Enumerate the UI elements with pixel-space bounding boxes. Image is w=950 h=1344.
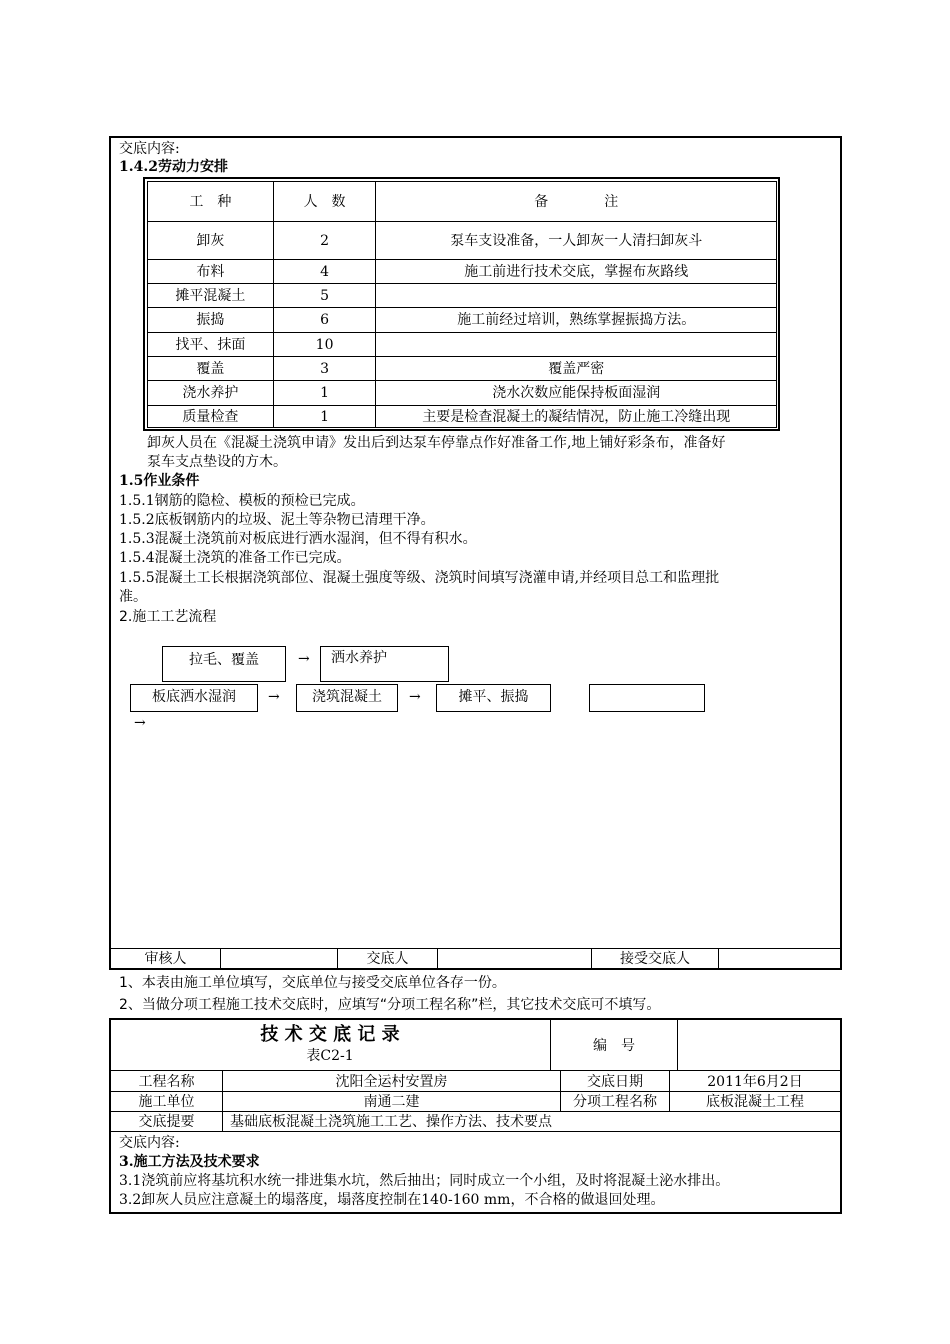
flow-box-roughen-cover	[162, 646, 286, 682]
condition-1-5-3: 1.5.3混凝土浇筑前对板底进行洒水湿润，但不得有积水。	[119, 531, 477, 547]
info-row-border	[109, 1131, 842, 1132]
date-value: 2011年6月2日	[707, 1074, 803, 1090]
item-3-2: 3.2卸灰人员应注意凝土的塌落度，塌落度控制在140-160 mm，不合格的做退回处理。	[119, 1192, 665, 1208]
labor-header-type: 工 种	[148, 182, 274, 222]
reviewer-label: 审核人	[144, 951, 187, 967]
sign-divider	[220, 948, 221, 969]
contractor-label: 施工单位	[138, 1094, 195, 1110]
labor-note: 主要是检查混凝土的凝结情况，防止施工冷缝出现	[376, 406, 777, 428]
footnote-1: 1、本表由施工单位填写，交底单位与接受交底单位各存一份。	[119, 975, 506, 991]
condition-1-5-1: 1.5.1钢筋的隐检、模板的预检已完成。	[119, 493, 365, 509]
labor-count: 1	[273, 381, 376, 406]
labor-type: 振捣	[148, 308, 274, 333]
flow-arrow: →	[134, 715, 146, 731]
labor-note	[376, 284, 777, 308]
sign-divider	[718, 948, 719, 969]
labor-note	[376, 333, 777, 357]
table-row	[148, 222, 777, 260]
flow-arrow: →	[268, 689, 280, 705]
flow-box-water-curing	[320, 646, 449, 682]
labor-note: 覆盖严密	[376, 357, 777, 381]
table-row	[148, 406, 777, 428]
labor-note: 施工前进行技术交底，掌握布灰路线	[376, 260, 777, 284]
summary-label: 交底提要	[138, 1114, 195, 1130]
number-label: 编 号	[593, 1038, 635, 1054]
table-row	[148, 308, 777, 333]
discloser-label: 交底人	[366, 951, 409, 967]
flow-box-base-wetting	[130, 684, 258, 712]
table-row	[148, 357, 777, 381]
page2-header-bottom-border	[109, 1070, 842, 1071]
section-1-4-2-heading: 1.4.2劳动力安排	[119, 159, 228, 175]
date-label: 交底日期	[587, 1074, 643, 1090]
labor-count: 5	[273, 284, 376, 308]
sign-divider	[437, 948, 438, 969]
page2-title: 技 术 交 底 记 录	[260, 1024, 400, 1045]
flow-arrow: →	[409, 689, 421, 705]
table-row	[148, 284, 777, 308]
labor-count: 2	[273, 222, 376, 260]
form-number: 表C2-1	[306, 1048, 354, 1064]
summary-value: 基础底板混凝土浇筑施工工艺、操作方法、技术要点	[230, 1114, 552, 1130]
section-2-heading: 2.施工工艺流程	[119, 609, 217, 625]
labor-type: 质量检查	[148, 406, 274, 428]
flow-box-label: 板底洒水湿润	[152, 689, 236, 705]
flow-box-level-vibrate	[436, 684, 551, 712]
labor-count: 10	[273, 333, 376, 357]
flow-box-pour-concrete	[296, 684, 398, 712]
labor-header-note: 备 注	[376, 182, 777, 222]
table-row	[148, 381, 777, 406]
info-row-border	[109, 1111, 842, 1112]
labor-count: 3	[273, 357, 376, 381]
condition-1-5-5-line2: 准。	[119, 589, 147, 605]
flow-arrow: →	[298, 651, 310, 667]
labor-note: 浇水次数应能保持板面湿润	[376, 381, 777, 406]
page2-header-divider	[677, 1018, 678, 1070]
section-1-5-heading: 1.5作业条件	[119, 473, 200, 489]
footnote-2: 2、当做分项工程施工技术交底时，应填写“分项工程名称”栏，其它技术交底可不填写。	[119, 997, 661, 1013]
labor-type: 摊平混凝土	[148, 284, 274, 308]
project-name-value: 沈阳全运村安置房	[335, 1074, 448, 1090]
condition-1-5-4: 1.5.4混凝土浇筑的准备工作已完成。	[119, 550, 351, 566]
unloader-paragraph-line1: 卸灰人员在《混凝土浇筑申请》发出后到达泵车停靠点作好准备工作,地上铺好彩条布，准备好	[147, 435, 726, 451]
labor-note: 施工前经过培训，熟练掌握振捣方法。	[376, 308, 777, 333]
flow-box-label: 摊平、振捣	[458, 689, 529, 705]
labor-count: 6	[273, 308, 376, 333]
flow-box-label: 浇筑混凝土	[312, 689, 382, 705]
labor-note: 泵车支设准备，一人卸灰一人清扫卸灰斗	[376, 222, 777, 260]
project-name-label: 工程名称	[138, 1074, 195, 1090]
condition-1-5-2: 1.5.2底板钢筋内的垃圾、泥土等杂物已清理干净。	[119, 512, 435, 528]
section-3-heading: 3.施工方法及技术要求	[119, 1154, 260, 1170]
labor-type: 找平、抹面	[148, 333, 274, 357]
labor-type: 布料	[148, 260, 274, 284]
labor-header-count: 人 数	[273, 182, 376, 222]
sign-row-top-border	[109, 948, 842, 949]
condition-1-5-5-line1: 1.5.5混凝土工长根据浇筑部位、混凝土强度等级、浇筑时间填写浇灌申请,并经项目总工和监理批	[119, 570, 720, 586]
sub-project-label: 分项工程名称	[573, 1094, 657, 1110]
page1-content-label: 交底内容:	[119, 141, 180, 157]
sub-project-value: 底板混凝土工程	[706, 1094, 804, 1110]
labor-count: 1	[273, 406, 376, 428]
receiver-label: 接受交底人	[620, 951, 690, 967]
contractor-value: 南通二建	[363, 1094, 420, 1110]
unloader-paragraph-line2: 泵车支点垫设的方木。	[147, 454, 287, 470]
labor-count: 4	[273, 260, 376, 284]
labor-table	[147, 181, 777, 428]
labor-type: 卸灰	[148, 222, 274, 260]
table-row	[148, 333, 777, 357]
item-3-1: 3.1浇筑前应将基坑积水统一排进集水坑，然后抽出；同时成立一个小组，及时将混凝土泌水排出。	[119, 1173, 730, 1189]
flow-box-label: 拉毛、覆盖	[189, 652, 259, 668]
table-row	[148, 260, 777, 284]
flow-box-empty	[589, 684, 705, 712]
labor-type: 覆盖	[148, 357, 274, 381]
labor-type: 浇水养护	[148, 381, 274, 406]
page2-content-label: 交底内容:	[119, 1135, 180, 1151]
flow-box-label: 洒水养护	[331, 650, 387, 666]
info-row-border	[109, 1091, 842, 1092]
